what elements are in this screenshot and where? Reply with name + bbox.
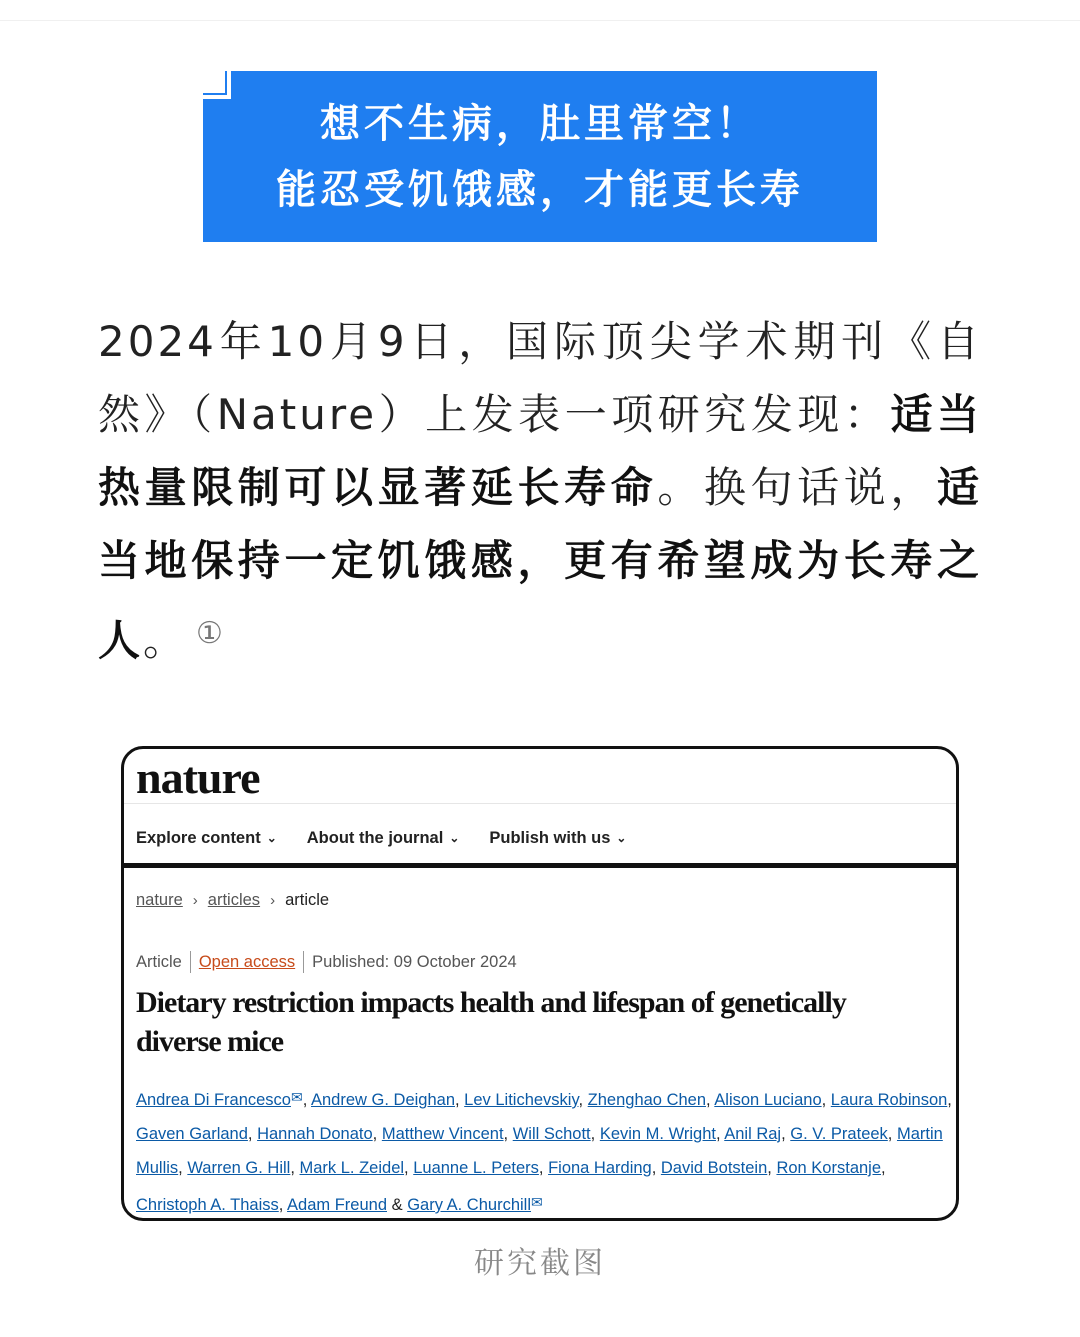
banner-line-1: 想不生病，肚里常空！ <box>320 100 760 147</box>
author-link[interactable]: Ron Korstanje <box>776 1159 882 1177</box>
chevron-right-icon: › <box>192 892 198 909</box>
author-link[interactable]: Fiona Harding <box>548 1159 652 1177</box>
author-link[interactable]: Kevin M. Wright <box>599 1125 716 1143</box>
nav-publish[interactable] <box>489 829 626 848</box>
chevron-down-icon: ⌄ <box>449 831 460 845</box>
nav-about-journal[interactable] <box>307 829 460 848</box>
body-paragraph <box>98 305 982 677</box>
author-link[interactable]: Laura Robinson <box>830 1091 948 1109</box>
meta-separator <box>303 951 304 973</box>
image-caption: 研究截图 <box>474 1246 606 1281</box>
header-divider <box>124 803 956 804</box>
paragraph-text-3: 。 <box>143 616 189 665</box>
author-link[interactable]: Andrew G. Deighan <box>311 1091 455 1109</box>
paragraph-bold-2: 适当地保持一定饥饿感，更有希望成为长寿之人 <box>98 463 982 665</box>
article-meta <box>136 951 517 973</box>
author-link[interactable]: David Botstein <box>660 1159 768 1177</box>
author-link[interactable]: Christoph A. Thaiss <box>136 1196 279 1214</box>
top-divider <box>0 20 1080 21</box>
nature-article-screenshot <box>121 746 959 1221</box>
author-link[interactable]: Will Schott <box>512 1125 591 1143</box>
author-link[interactable]: Alison Luciano <box>714 1091 822 1109</box>
breadcrumb-current: article <box>285 891 330 909</box>
nav-divider <box>124 863 956 868</box>
nav-label: About the journal <box>306 828 444 847</box>
open-access-link[interactable]: Open access <box>198 952 296 971</box>
article-type: Article <box>136 952 182 971</box>
author-conjunction: & <box>391 1196 403 1214</box>
author-link[interactable]: G. V. Prateek <box>790 1125 888 1143</box>
paragraph-text-1: 2024年10月9日，国际顶尖学术期刊《自然》（Nature）上发表一项研究发现： <box>98 317 982 439</box>
author-link[interactable]: Warren G. Hill <box>187 1159 291 1177</box>
breadcrumb-nature[interactable]: nature <box>136 891 183 909</box>
breadcrumb <box>136 891 329 910</box>
author-link[interactable]: Luanne L. Peters <box>413 1159 539 1177</box>
journal-nav <box>136 823 626 853</box>
nav-label: Publish with us <box>489 828 611 847</box>
author-list: Andrea Di Francesco✉, Andrew G. Deighan, Lev Litichevskiy, Zhenghao Chen, Alison Luciano, Laura Robinson, Gaven Garland, Hannah Donato, Matthew Vincent, Will Schott, Kevin M. Wright, Anil Raj, G. V. Prateek, Martin Mullis, Warren G. Hill, Mark L. Zeidel, Luanne L. Peters, Fiona Harding, David Botstein, Ron Korstanje, Christoph A. Thaiss, Adam Freund & Gary A. Churchill✉ <box>136 1089 952 1214</box>
article-title: Dietary restriction impacts health and lifespan of genetically diverse mice <box>136 986 846 1058</box>
paragraph-bold-1: 适当热量限制可以显著延长寿命 <box>98 390 982 512</box>
author-link[interactable]: Gary A. Churchill <box>407 1196 531 1214</box>
author-link[interactable]: Lev Litichevskiy <box>464 1091 579 1109</box>
nav-explore-content[interactable] <box>136 829 277 848</box>
chevron-down-icon: ⌄ <box>616 831 627 845</box>
banner-corner-fill <box>203 71 225 93</box>
meta-separator <box>190 951 191 973</box>
author-link[interactable]: Mark L. Zeidel <box>299 1159 405 1177</box>
author-link[interactable]: Anil Raj <box>724 1125 782 1143</box>
author-link[interactable]: Zhenghao Chen <box>587 1091 707 1109</box>
headline-banner <box>203 71 877 242</box>
paragraph-text-2: 。换句话说， <box>657 463 937 512</box>
author-link[interactable]: Gaven Garland <box>136 1125 248 1143</box>
mail-icon[interactable]: ✉ <box>531 1194 543 1210</box>
nav-label: Explore content <box>136 828 261 847</box>
banner-line-2: 能忍受饥饿感，才能更长寿 <box>276 166 804 213</box>
nature-logo[interactable]: nature <box>136 752 260 803</box>
breadcrumb-articles[interactable]: articles <box>207 891 261 909</box>
author-link[interactable]: Andrea Di Francesco <box>136 1091 291 1109</box>
published-date: Published: 09 October 2024 <box>312 952 517 971</box>
chevron-down-icon: ⌄ <box>266 831 277 845</box>
author-link[interactable]: Matthew Vincent <box>381 1125 504 1143</box>
author-link[interactable]: Adam Freund <box>287 1196 387 1214</box>
author-link[interactable]: Hannah Donato <box>257 1125 373 1143</box>
mail-icon[interactable]: ✉ <box>291 1089 303 1105</box>
footnote-marker[interactable]: ① <box>196 616 223 651</box>
author-link[interactable]: Martin Mullis <box>136 1125 943 1177</box>
chevron-right-icon: › <box>270 892 276 909</box>
